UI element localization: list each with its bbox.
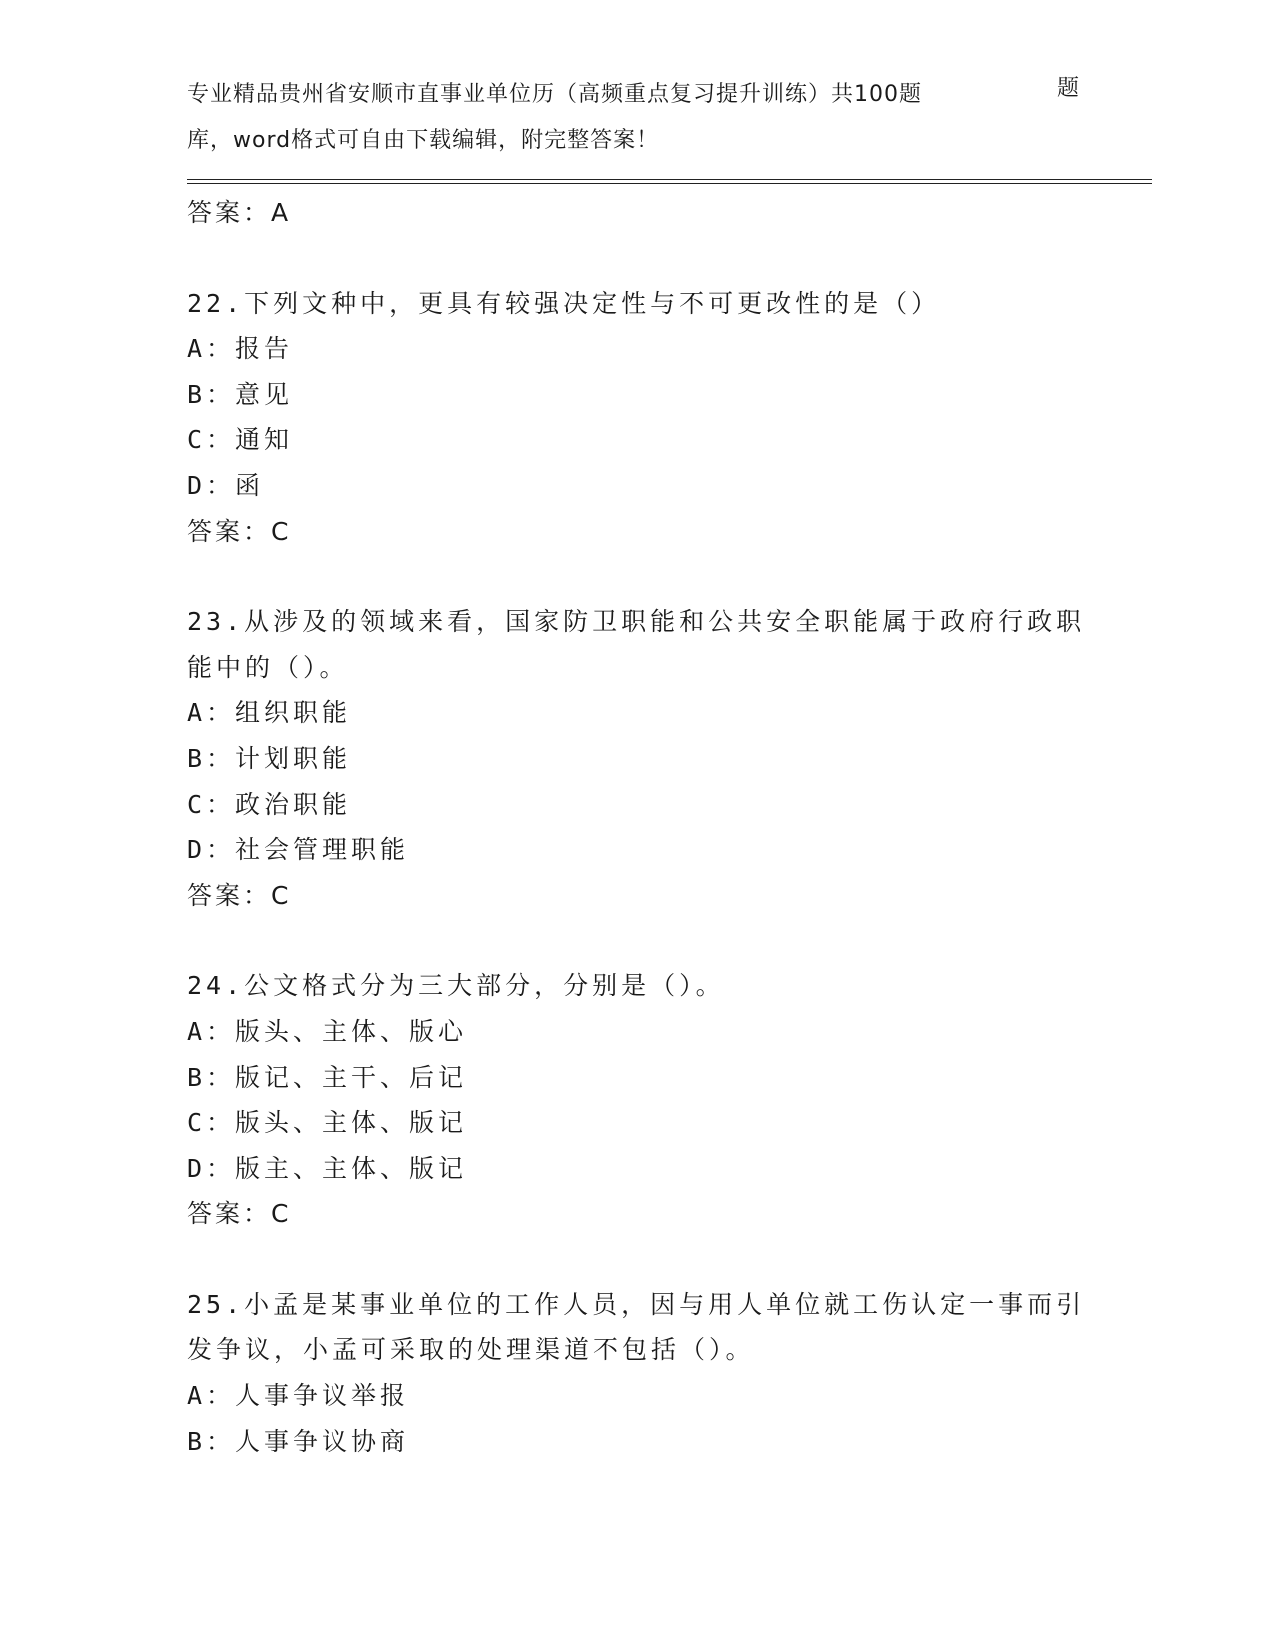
option-a: A：组织职能 <box>187 698 352 728</box>
option-b: B：计划职能 <box>187 743 352 773</box>
answer-line: 答案：C <box>187 1199 292 1229</box>
question-block-24 <box>187 963 1087 1237</box>
header-divider-bottom <box>187 183 1152 184</box>
answer-line: 答案：C <box>187 880 292 910</box>
option-a: A：报告 <box>187 334 294 364</box>
question-stem: 23.从涉及的领域来看，国家防卫职能和公共安全职能属于政府行政职 <box>187 607 1086 637</box>
answer-line: 答案：C <box>187 516 292 546</box>
block-spacer <box>187 918 1087 963</box>
document-body <box>187 190 1087 1464</box>
option-b: B：人事争议协商 <box>187 1426 410 1456</box>
header-title-line-1-tail: 题 <box>1057 76 1081 101</box>
option-c: C：通知 <box>187 425 294 455</box>
block-spacer <box>187 236 1087 281</box>
block-spacer <box>187 1237 1087 1282</box>
question-block-22 <box>187 281 1087 555</box>
option-c: C：版头、主体、版记 <box>187 1108 468 1138</box>
option-a: A：版头、主体、版心 <box>187 1016 468 1046</box>
question-block-23 <box>187 599 1087 918</box>
option-d: D：函 <box>187 470 265 500</box>
question-stem: 24.公文格式分为三大部分，分别是（）。 <box>187 971 725 1001</box>
header-divider-top <box>187 179 1152 180</box>
option-d: D：版主、主体、版记 <box>187 1153 468 1183</box>
option-b: B：版记、主干、后记 <box>187 1062 468 1092</box>
question-stem-continued: 发争议，小孟可采取的处理渠道不包括（）。 <box>187 1335 755 1365</box>
header-title-line-2: 库，word格式可自由下载编辑，附完整答案！ <box>187 127 660 153</box>
question-stem: 25.小孟是某事业单位的工作人员，因与用人单位就工伤认定一事而引 <box>187 1289 1086 1319</box>
document-header <box>187 72 1087 163</box>
header-title-line-1: 专业精品贵州省安顺市直事业单位历（高频重点复习提升训练）共100题 <box>187 82 922 107</box>
option-a: A：人事争议举报 <box>187 1381 410 1411</box>
option-b: B：意见 <box>187 379 294 409</box>
block-spacer <box>187 554 1087 599</box>
answer-line: 答案：A <box>187 198 292 227</box>
question-stem: 22.下列文种中，更具有较强决定性与不可更改性的是（） <box>187 288 941 318</box>
option-d: D：社会管理职能 <box>187 835 410 865</box>
option-c: C：政治职能 <box>187 789 352 819</box>
question-block-25 <box>187 1282 1087 1464</box>
question-stem-continued: 能中的（）。 <box>187 652 349 682</box>
